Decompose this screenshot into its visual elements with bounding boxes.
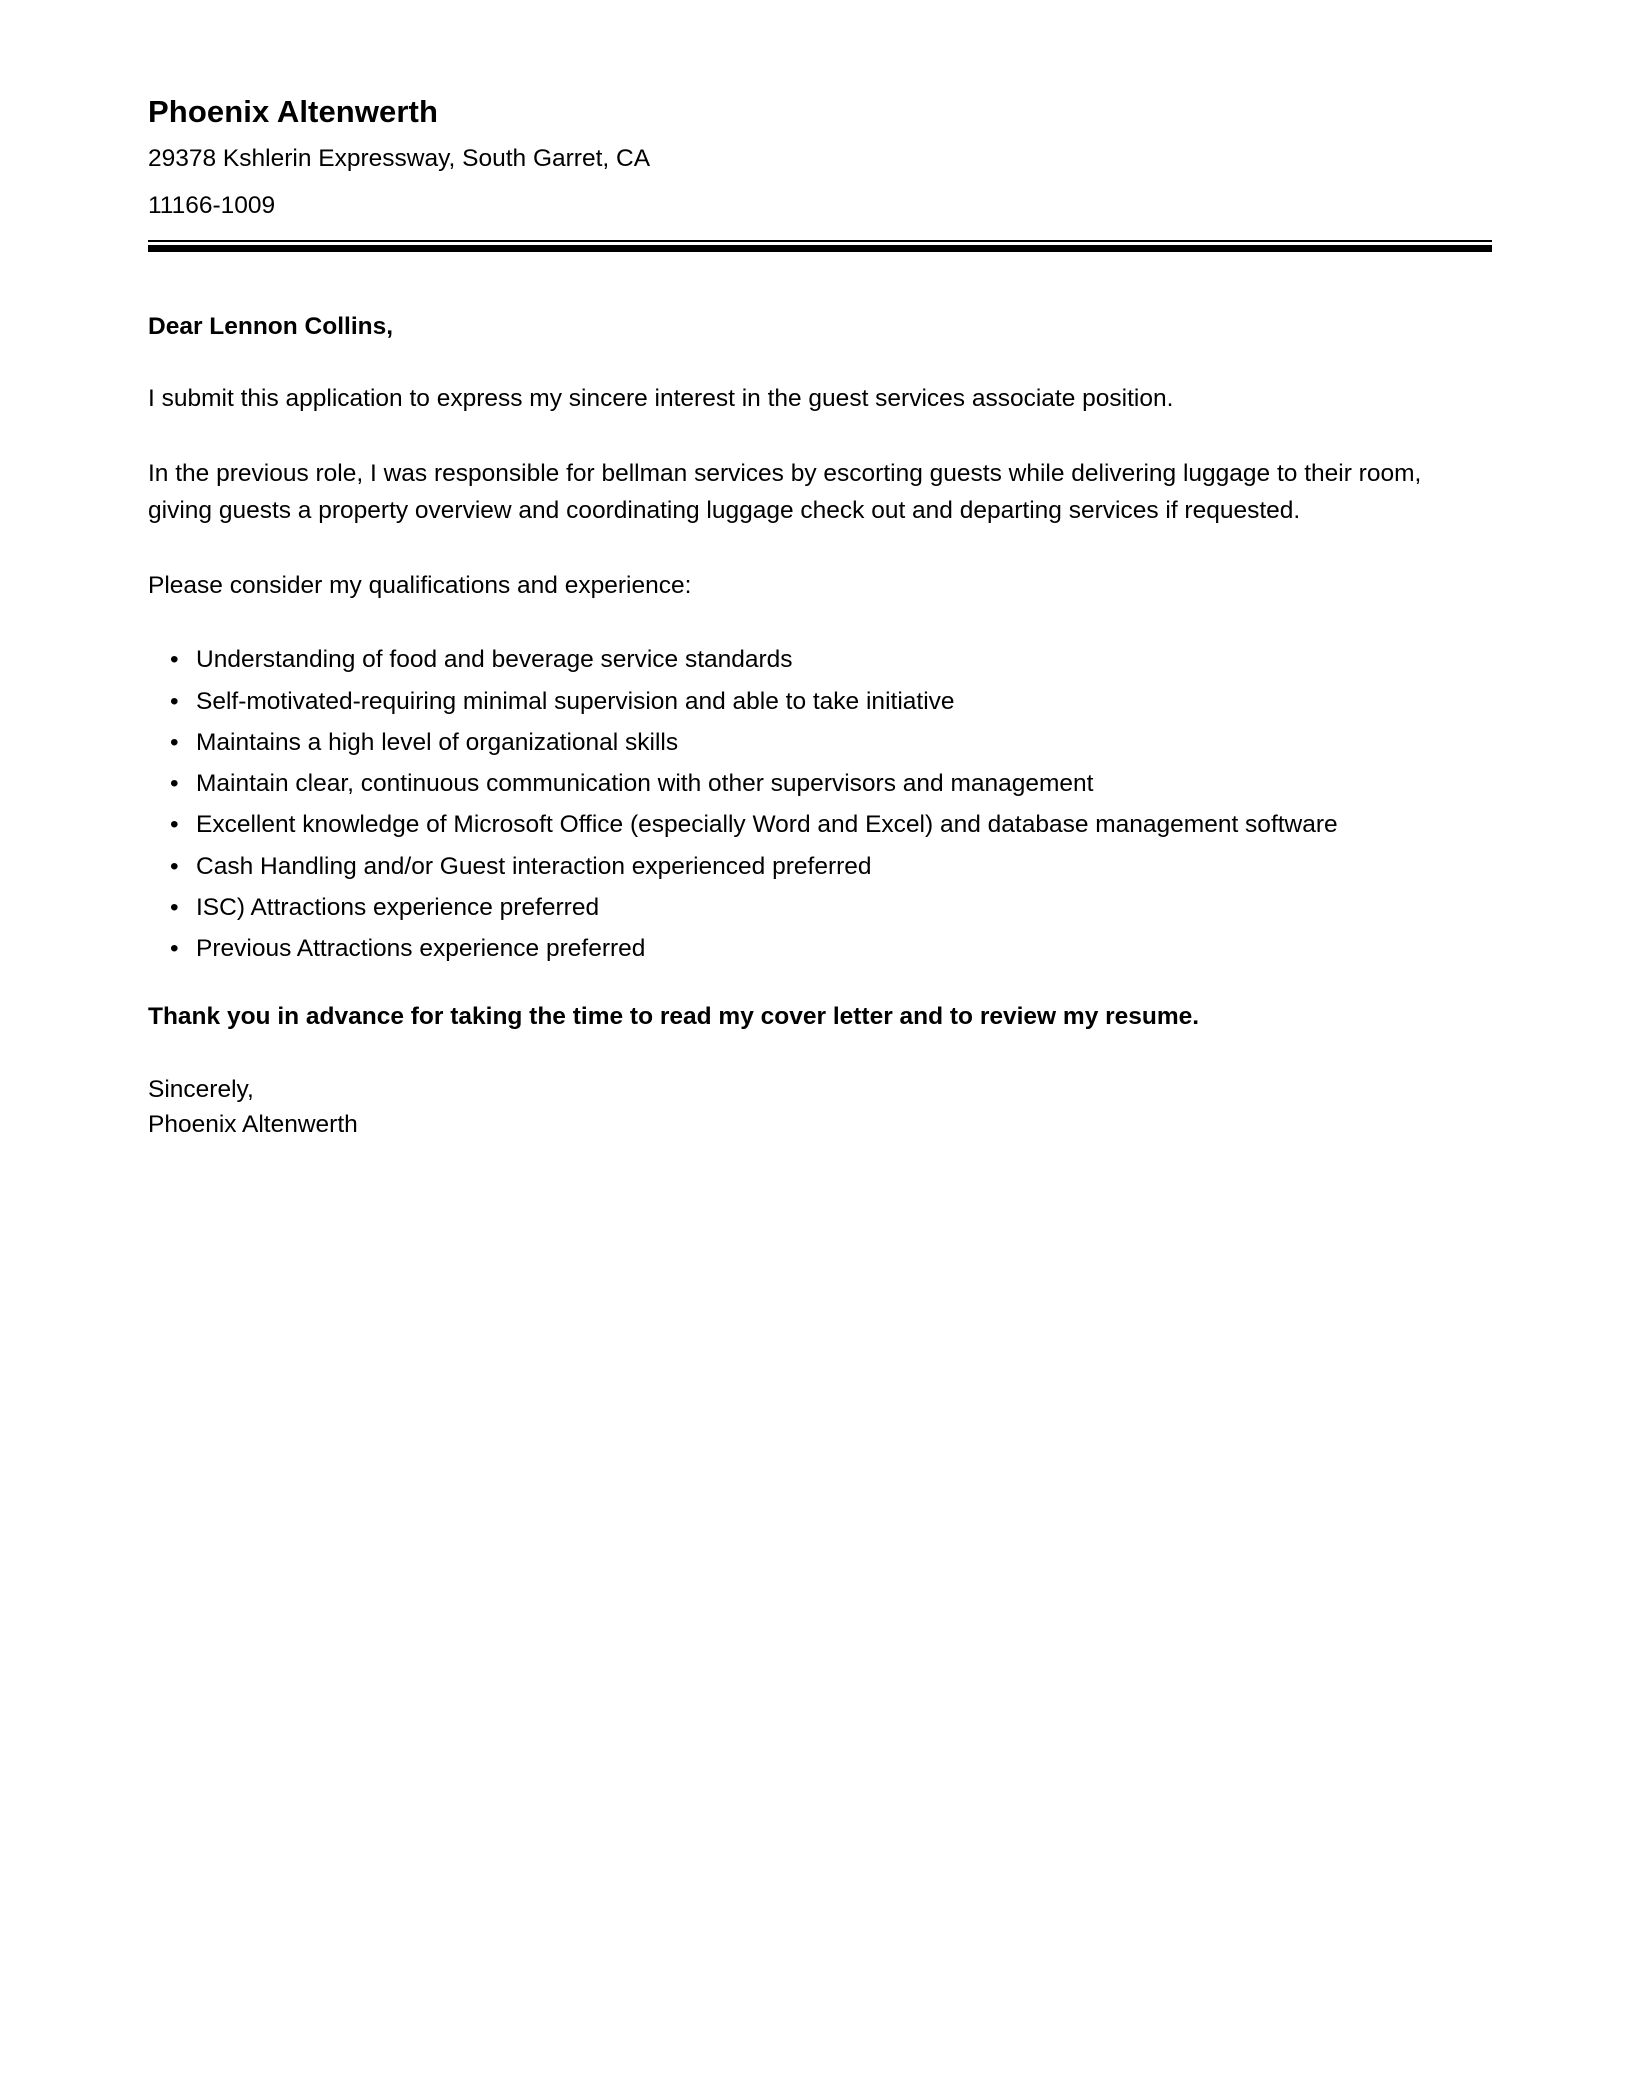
list-item-label: Excellent knowledge of Microsoft Office (especially Word and Excel) and database management software [196,811,1338,839]
bullet-icon: • [170,893,179,921]
cover-letter [148,0,1492,1142]
letter-body [148,252,1492,1142]
bullet-icon: • [170,646,179,674]
bullet-icon: • [170,728,179,756]
body-paragraph-2: In the previous role, I was responsible for bellman services by escorting guests while delivering luggage to their room, giving guests a property overview and coordinating luggage check out and departing services if requested. [148,459,1422,525]
letterhead [148,0,1492,252]
signoff-name: Phoenix Altenwerth [148,1110,358,1138]
list-item [148,765,1492,802]
list-item [148,724,1492,761]
qualifications-list [148,641,1492,967]
closing-statement: Thank you in advance for taking the time to read my cover letter and to review my resume. [148,1003,1200,1031]
bullet-icon: • [170,934,179,962]
sender-name: Phoenix Altenwerth [148,94,439,129]
bullet-icon: • [170,811,179,839]
sender-address-line-1: 29378 Kshlerin Expressway, South Garret, CA [148,145,651,172]
list-item [148,930,1492,967]
list-item-label: Previous Attractions experience preferred [196,934,646,962]
bullet-icon: • [170,687,179,715]
salutation: Dear Lennon Collins, [148,313,394,340]
list-item-label: Self-motivated-requiring minimal supervision and able to take initiative [196,687,955,715]
list-item [148,683,1492,720]
body-paragraph-1: I submit this application to express my sincere interest in the guest services associate position. [148,385,1174,413]
list-item [148,889,1492,926]
list-item [148,806,1492,843]
list-item-label: Cash Handling and/or Guest interaction experienced preferred [196,852,872,880]
list-item [148,848,1492,885]
list-item-label: ISC) Attractions experience preferred [196,893,600,921]
list-item [148,641,1492,678]
bullet-icon: • [170,852,179,880]
sender-address-line-2: 11166-1009 [148,191,276,219]
list-item-label: Understanding of food and beverage service standards [196,646,793,674]
list-item-label: Maintains a high level of organizational skills [196,728,679,756]
body-paragraph-3: Please consider my qualifications and experience: [148,571,692,599]
signoff-block [148,1072,1492,1142]
divider-thick-line [148,245,1492,252]
bullet-icon: • [170,770,179,798]
signoff-salutation: Sincerely, [148,1075,254,1103]
letterhead-divider [148,240,1492,252]
list-item-label: Maintain clear, continuous communication with other supervisors and management [196,770,1094,798]
